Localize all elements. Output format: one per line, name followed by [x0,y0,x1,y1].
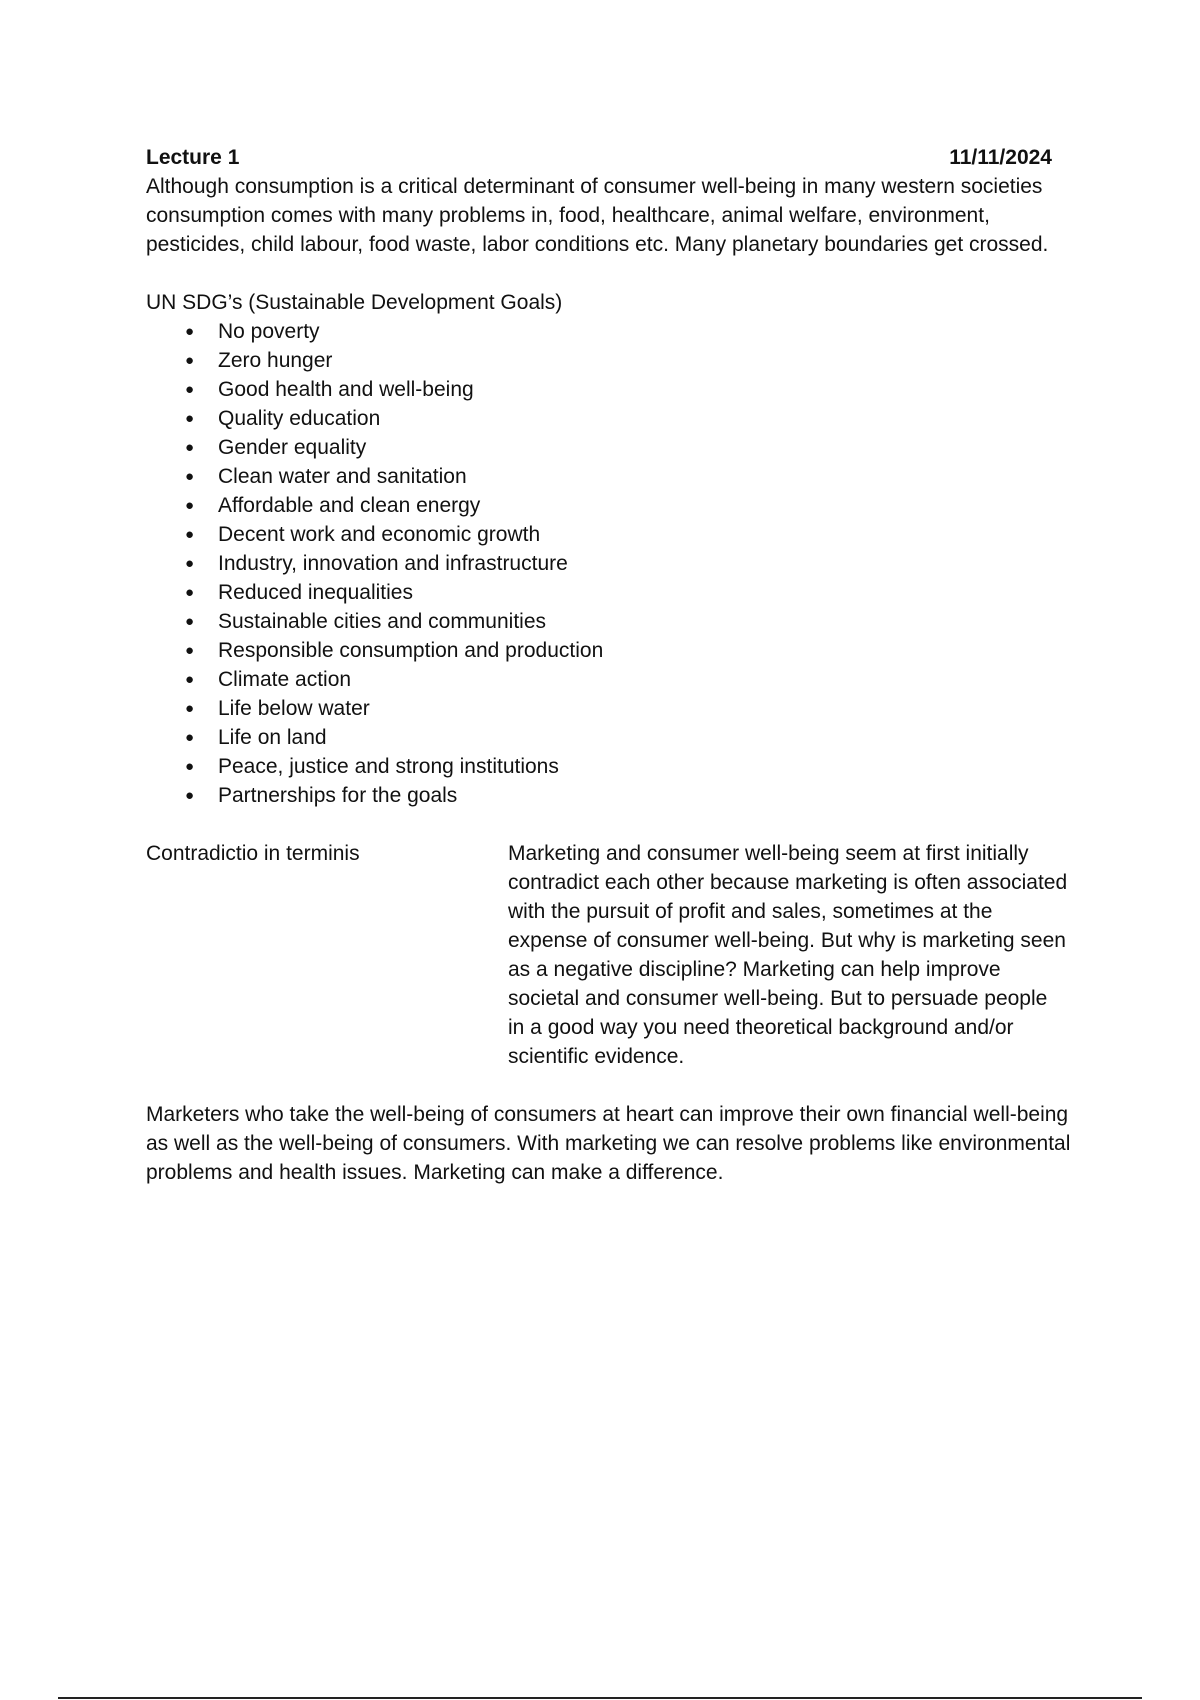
sdg-goal: Decent work and economic growth [218,523,541,546]
sdg-goal: Quality education [218,407,381,430]
term-definition-block [146,839,1086,1071]
bullet-icon: ● [185,323,195,340]
bullet-icon: ● [185,729,195,746]
list-item [146,317,1086,346]
sdg-goal: Partnerships for the goals [218,784,458,807]
bullet-icon: ● [185,439,195,456]
bullet-icon: ● [185,642,195,659]
list-item [146,578,1086,607]
list-item [146,723,1086,752]
page-bottom-divider [58,1697,1142,1699]
list-item [146,752,1086,781]
list-item [146,665,1086,694]
sdg-goal: Industry, innovation and infrastructure [218,552,568,575]
bullet-icon: ● [185,410,195,427]
bullet-icon: ● [185,787,195,804]
sdg-goal: Climate action [218,668,352,691]
sdg-goal: Affordable and clean energy [218,494,481,517]
list-item [146,636,1086,665]
sdg-goal: Sustainable cities and communities [218,610,547,633]
bullet-icon: ● [185,584,195,601]
list-item [146,404,1086,433]
list-item [146,781,1086,810]
sdg-goal: Peace, justice and strong institutions [218,755,559,778]
sdg-goal: Zero hunger [218,349,333,372]
sdg-goal: Clean water and sanitation [218,465,467,488]
sdg-goal: Life on land [218,726,327,749]
list-item [146,549,1086,578]
sdg-goal: Responsible consumption and production [218,639,604,662]
sdg-goal: Gender equality [218,436,367,459]
lecture-date: 11/11/2024 [949,146,1052,169]
bullet-icon: ● [185,613,195,630]
bullet-icon: ● [185,671,195,688]
list-item [146,694,1086,723]
bullet-icon: ● [185,352,195,369]
sdg-goal: Reduced inequalities [218,581,413,604]
bullet-icon: ● [185,526,195,543]
list-item [146,433,1086,462]
term-explanation: Marketing and consumer well-being seem at first initially contradict each other because marketing is often associated with the pursuit of profit and sales, sometimes at the expense of consumer well-being. But why is marketing seen as a negative discipline? Marketing can help improve societal and consumer well-being. But to persuade people in a good way you need theoretical background and/or scientific evidence. [508,842,1068,1068]
closing-paragraph: Marketers who take the well-being of consumers at heart can improve their own financial well-being as well as the well-being of consumers. With marketing we can resolve problems like environmental problems and health issues. Marketing can make a difference. [146,1103,1071,1184]
list-item [146,520,1086,549]
sdg-goal: Good health and well-being [218,378,474,401]
intro-paragraph: Although consumption is a critical determinant of consumer well-being in many western societies consumption comes with many problems in, food, healthcare, animal welfare, environment, pesticides, child labour, food waste, labor conditions etc. Many planetary boundaries get crossed. [146,175,1049,256]
list-item [146,462,1086,491]
sdg-list [146,317,1086,810]
term-label: Contradictio in terminis [146,842,360,865]
document-page [146,143,1086,1187]
bullet-icon: ● [185,468,195,485]
sdg-heading: UN SDG’s (Sustainable Development Goals) [146,291,563,314]
list-item [146,491,1086,520]
bullet-icon: ● [185,555,195,572]
sdg-goal: No poverty [218,320,320,343]
list-item [146,346,1086,375]
bullet-icon: ● [185,758,195,775]
list-item [146,607,1086,636]
sdg-goal: Life below water [218,697,370,720]
bullet-icon: ● [185,700,195,717]
list-item [146,375,1086,404]
bullet-icon: ● [185,497,195,514]
lecture-title: Lecture 1 [146,146,240,169]
bullet-icon: ● [185,381,195,398]
lecture-header [146,143,1052,172]
